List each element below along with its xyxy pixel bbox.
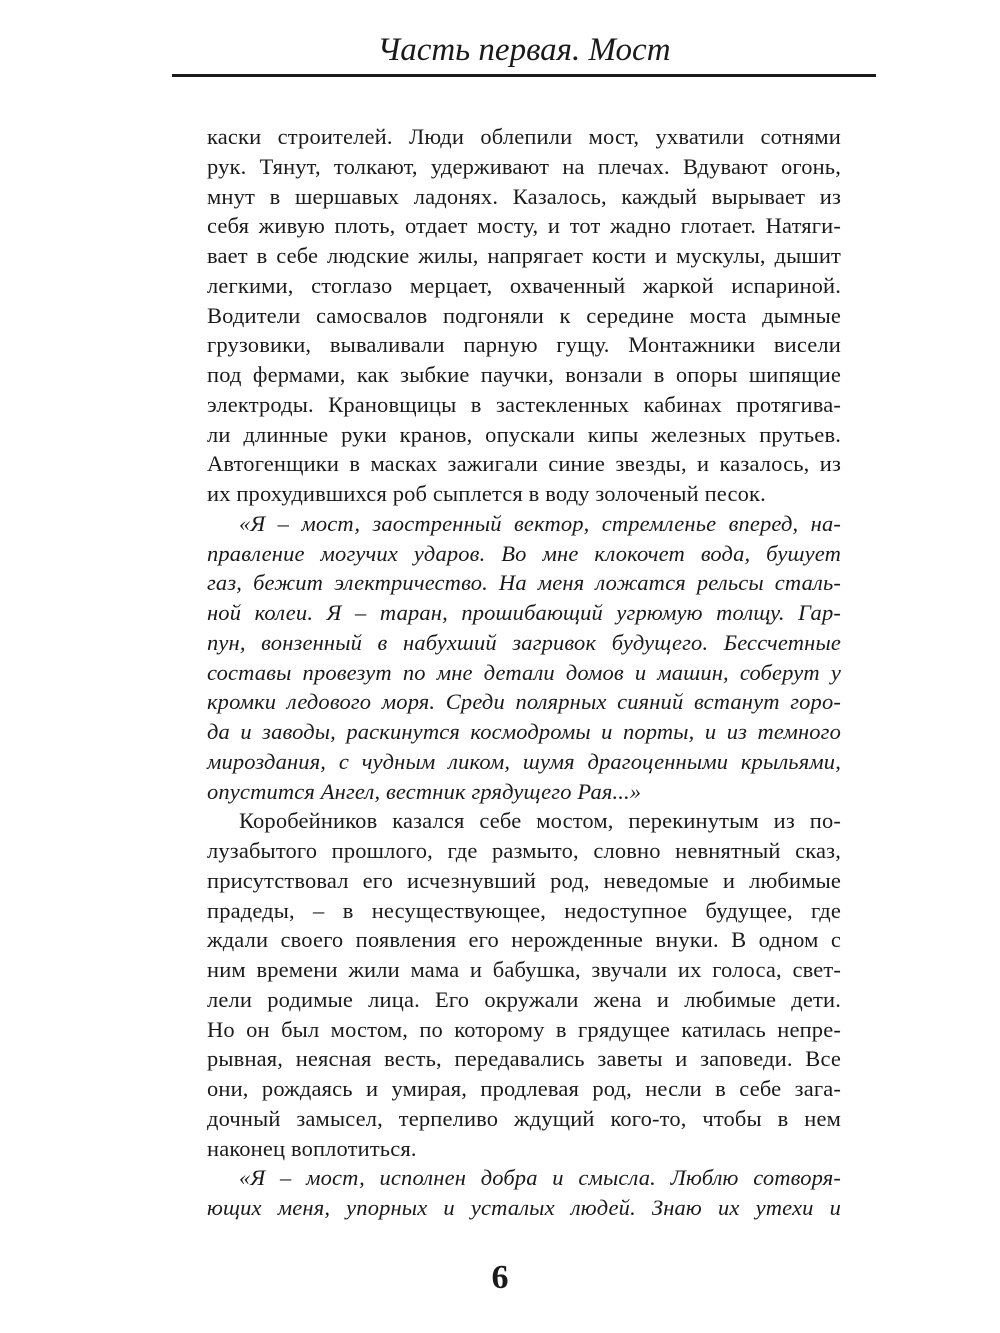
paragraph-1 <box>207 122 841 509</box>
text-line: ющих меня, упорных и усталых людей. Знаю их утехи и <box>207 1195 841 1220</box>
text-line: прадеды, – в несуществующее, недоступное будущее, где <box>207 897 841 923</box>
text-line: Но он был мостом, по которому в грядущее катилась непре- <box>207 1016 841 1042</box>
text-line: ждали своего появления его нерожденные внуки. В одном с <box>207 927 841 953</box>
text-line: легкими, стоглазо мерцает, охваченный жаркой испариной. <box>207 272 841 298</box>
paragraph-2-quote <box>207 509 841 807</box>
text-line: себя живую плоть, отдает мосту, и тот жадно глотает. Натяги- <box>207 213 841 239</box>
text-line: они, рождаясь и умирая, продлевая род, несли в себе зага- <box>207 1076 841 1101</box>
text-line: наконец воплотиться. <box>207 1135 417 1161</box>
text-line: каски строителей. Люди облепили мост, ухватили сотнями <box>207 124 841 149</box>
text-line: ли длинные руки кранов, опускали кипы железных прутьев. <box>207 421 841 447</box>
text-line: под фермами, как зыбкие паучки, вонзали в опоры шипящие <box>207 362 841 387</box>
paragraph-3 <box>207 806 841 1163</box>
text-line: опустится Ангел, вестник грядущего Рая...» <box>207 778 642 804</box>
body-text <box>207 122 841 1223</box>
header-rule <box>172 74 876 77</box>
text-line: кромки ледового моря. Среди полярных сияний встанут горо- <box>207 689 841 715</box>
text-line: правление могучих ударов. Во мне клокочет вода, бушует <box>207 540 841 566</box>
text-line: «Я – мост, заостренный вектор, стремленье вперед, на- <box>239 510 841 536</box>
text-line: мнут в шершавых ладонях. Казалось, каждый вырывает из <box>207 183 841 209</box>
text-line: Водители самосвалов подгоняли к середине моста дымные <box>207 302 841 328</box>
text-line: ним времени жили мама и бабушка, звучали их голоса, свет- <box>207 957 841 982</box>
text-line: грузовики, вываливали парную гущу. Монтажники висели <box>207 332 841 358</box>
text-line: Коробейников казался себе мостом, перекинутым из по- <box>239 808 841 834</box>
text-line: составы провезут по мне детали домов и машин, соберут у <box>207 659 841 685</box>
paragraph-4-quote <box>207 1163 841 1223</box>
text-line: электроды. Крановщицы в застекленных кабинах протягива- <box>207 391 841 417</box>
text-line: вает в себе людские жилы, напрягает кости и мускулы, дышит <box>207 243 841 268</box>
text-line: ной колеи. Я – таран, прошибающий угрюмую толщу. Гар- <box>207 600 841 625</box>
text-line: Автогенщики в масках зажигали синие звезды, и казалось, из <box>207 451 841 477</box>
text-line: их прохудившихся роб сыплется в воду золоченый песок. <box>207 481 766 506</box>
text-line: лели родимые лица. Его окружали жена и любимые дети. <box>207 986 841 1012</box>
page-number: 6 <box>491 1259 509 1296</box>
text-line: да и заводы, раскинутся космодромы и порты, и из темного <box>207 719 841 744</box>
text-line: лузабытого прошлого, где размыто, словно невнятный сказ, <box>207 838 841 863</box>
text-line: пун, вонзенный в набухший загривок будущего. Бессчетные <box>207 629 841 655</box>
text-line: «Я – мост, исполнен добра и смысла. Люблю сотворя- <box>239 1165 841 1191</box>
text-line: рывная, неясная весть, передавались заветы и заповеди. Все <box>207 1046 841 1072</box>
text-line: дочный замысел, терпеливо ждущий кого-то, чтобы в нем <box>207 1105 841 1131</box>
running-head-title: Часть первая. Мост <box>377 32 671 68</box>
text-line: присутствовал его исчезнувший род, неведомые и любимые <box>207 867 841 893</box>
text-line: газ, бежит электричество. На меня ложатся рельсы сталь- <box>207 570 841 596</box>
text-line: мироздания, с чудным ликом, шумя драгоценными крыльями, <box>207 748 841 774</box>
text-line: рук. Тянут, толкают, удерживают на плечах. Вдувают огонь, <box>207 153 841 179</box>
